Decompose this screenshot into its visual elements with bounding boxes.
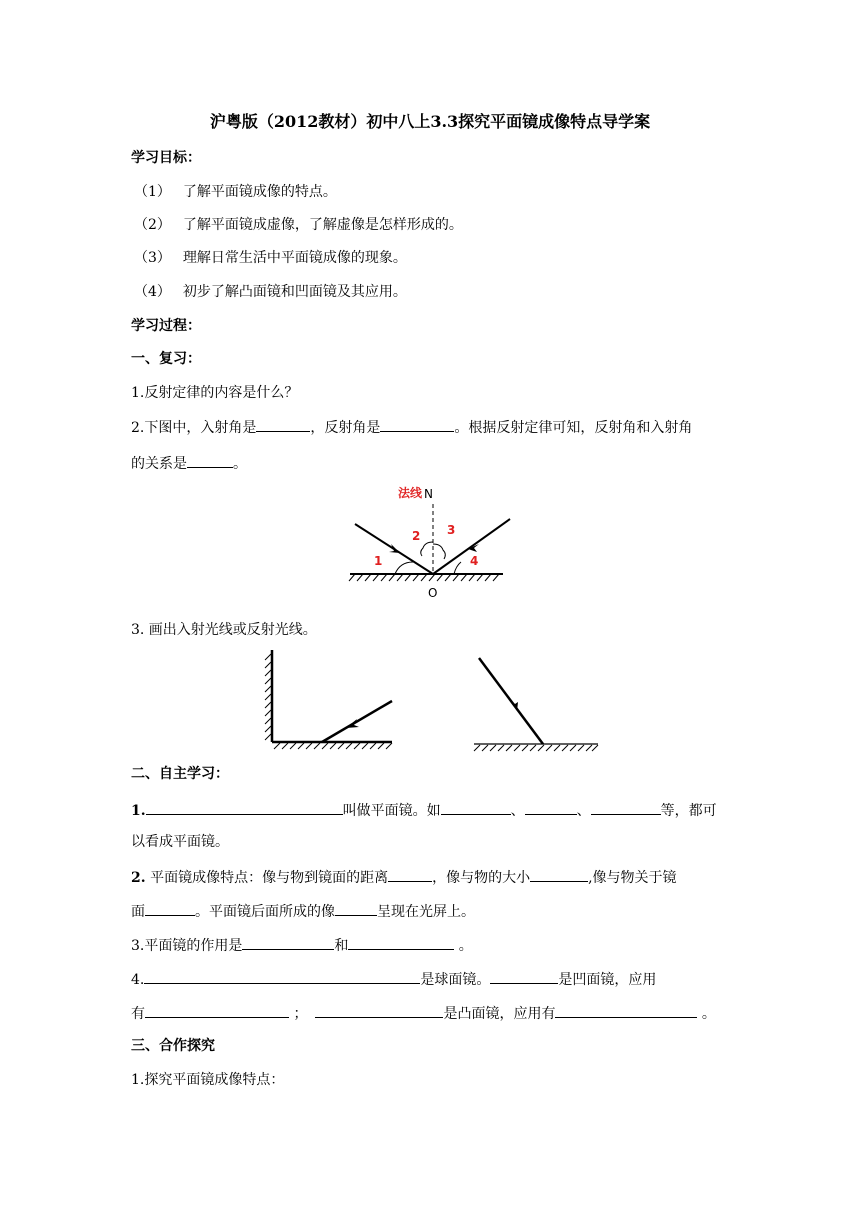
goal-item-2 [134,215,463,235]
goal-text: 理解日常生活中平面镜成像的现象。 [182,250,407,266]
q2-text-b: ，反射角是 [310,420,381,436]
goal-item-1 [134,182,337,202]
answer-blank[interactable] [525,799,577,815]
angle-label-3: 3 [447,523,456,537]
answer-blank[interactable] [490,968,558,984]
item-text: 叫做平面镜。如 [342,803,441,819]
item-text: 是凸面镜，应用有 [443,1006,556,1022]
incident-ray [479,658,543,744]
process-heading: 学习过程： [131,318,201,334]
item-separator: 、 [576,803,591,819]
n-label: N [424,487,433,501]
angle-arc-3 [433,544,445,559]
self-study-item-4-cont [131,1002,716,1024]
page-title: 沪粤版（2012教材）初中八上3.3探究平面镜成像特点导学案 [209,112,651,131]
self-study-item-3 [131,934,473,956]
goal-number: （4） [134,284,171,300]
answer-blank[interactable] [187,452,233,468]
self-study-item-2-cont [131,900,475,922]
goal-number: （2） [134,217,171,233]
item-text: 是球面镜。 [420,972,491,988]
item-number: 1. [131,803,146,819]
item-text: 。 [454,938,473,954]
item-text: 和 [334,938,349,954]
review-question-2 [131,416,692,438]
o-label: O [428,586,438,600]
q2-text-c: 。根据反射定律可知，反射角和入射角 [454,420,693,436]
answer-blank[interactable] [145,1002,289,1018]
answer-blank[interactable] [555,1002,697,1018]
item-text: ,像与物关于镜 [588,870,677,886]
angle-label-1: 1 [374,554,383,568]
self-study-item-1-cont: 以看成平面镜。 [131,834,229,850]
answer-blank[interactable] [348,934,454,950]
reflection-figure [345,482,515,602]
angle-label-4: 4 [470,554,479,568]
horizontal-hatching [274,743,392,749]
goal-text: 初步了解凸面镜和凹面镜及其应用。 [182,284,407,300]
self-study-item-1 [131,799,717,821]
item-text: 面 [131,904,145,920]
angle-arc-2 [421,542,433,556]
answer-blank[interactable] [145,900,195,916]
goal-text: 了解平面镜成虚像，了解虚像是怎样形成的。 [182,217,463,233]
angle-arc-1 [395,562,413,574]
answer-blank[interactable] [530,866,588,882]
item-text: ； [289,1006,308,1022]
answer-blank[interactable] [146,799,343,815]
item-text: 。 [697,1006,716,1022]
review-heading: 一、复习： [131,351,201,367]
angle-arc-4 [454,562,461,574]
goal-text: 了解平面镜成像的特点。 [182,184,337,200]
plane-mirror-figure [470,652,602,760]
answer-blank[interactable] [315,1002,443,1018]
coop-heading: 三、合作探究 [131,1038,215,1054]
goal-number: （1） [134,184,171,200]
item-text: 等，都可 [660,803,717,819]
q2-text-a: 2.下图中，入射角是 [131,420,257,436]
item-text: 3.平面镜的作用是 [131,938,243,954]
item-text: 呈现在光屏上。 [377,904,475,920]
answer-blank[interactable] [144,968,420,984]
incident-ray [322,701,392,742]
mirror-hatching [474,745,598,751]
answer-blank[interactable] [256,416,310,432]
self-study-item-2 [131,866,677,888]
self-study-item-4 [131,968,656,990]
normal-label: 法线 [398,486,423,500]
corner-mirror-figure [262,648,397,750]
item-number: 2. [131,870,146,886]
item-text: 平面镜成像特点：像与物到镜面的距离 [145,870,389,886]
coop-question-1: 1.探究平面镜成像特点： [131,1072,285,1088]
item-text: 有 [131,1006,145,1022]
answer-blank[interactable] [388,866,432,882]
item-number: 4. [131,972,145,988]
arrow-left-icon [389,544,400,553]
item-separator: 、 [510,803,525,819]
review-question-1: 1.反射定律的内容是什么？ [131,385,299,401]
ray-arrow-icon [510,699,518,711]
q2-text-e: 。 [233,456,247,472]
answer-blank[interactable] [380,416,454,432]
vertical-hatching [265,654,271,740]
q2-text-d: 的关系是 [131,456,187,472]
answer-blank[interactable] [335,900,377,916]
self-study-heading: 二、自主学习： [131,766,229,782]
goal-item-4 [134,282,407,302]
item-text: 是凹面镜，应用 [558,972,657,988]
item-text: 。平面镜后面所成的像 [195,904,335,920]
review-question-2-cont [131,452,247,474]
goal-item-3 [134,248,407,268]
answer-blank[interactable] [242,934,334,950]
answer-blank[interactable] [591,799,661,815]
item-text: ，像与物的大小 [432,870,531,886]
goals-heading: 学习目标： [131,150,201,166]
answer-blank[interactable] [441,799,511,815]
goal-number: （3） [134,250,171,266]
review-question-3: 3. 画出入射光线或反射光线。 [131,622,317,638]
mirror-hatching [349,574,499,581]
angle-label-2: 2 [412,529,421,543]
